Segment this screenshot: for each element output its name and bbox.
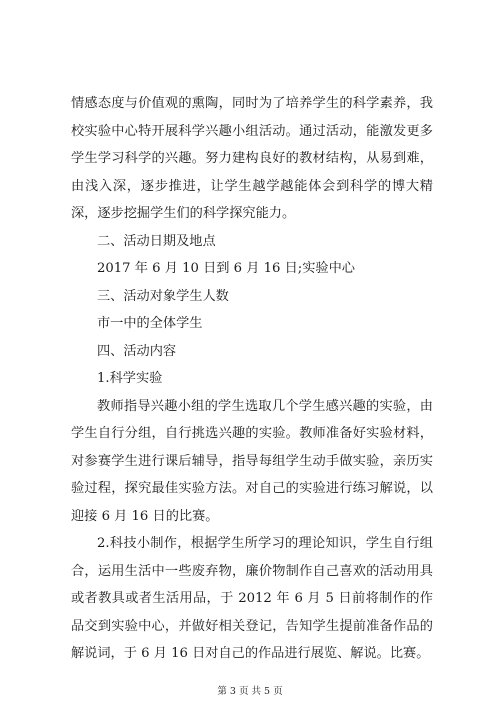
section-heading-date-location: 二、活动日期及地点 — [97, 233, 216, 249]
document-body — [71, 90, 433, 668]
section-heading-content: 四、活动内容 — [97, 343, 177, 359]
experiment-paragraph: 教师指导兴趣小组的学生选取几个学生感兴趣的实验，由学生自行分组，自行挑选兴趣的实验。教师准备好实验材料，对参赛学生进行课后辅导，指导每组学生动手做实验，亲历实验过程，探究最佳实验方法。对自己的实验进行练习解说，以迎接 6 月 16 日的比赛。 — [71, 398, 433, 524]
intro-paragraph: 情感态度与价值观的熏陶，同时为了培养学生的科学素养，我校实验中心特开展科学兴趣小组活动。通过活动，能激发更多学生学习科学的兴趣。努力建构良好的教材结构，从易到难，由浅入深，逐步推进，让学生越学越能体会到科学的博大精深，逐步挖掘学生们的科学探究能力。 — [71, 96, 433, 221]
page-number-footer: 第 3 页 共 5 页 — [217, 686, 283, 697]
participants-text: 市一中的全体学生 — [97, 316, 203, 331]
section-heading-participants: 三、活动对象学生人数 — [97, 288, 229, 304]
date-location-text: 2017 年 6 月 10 日到 6 月 16 日;实验中心 — [97, 261, 355, 276]
handicraft-paragraph: 2.科技小制作，根据学生所学习的理论知识，学生自行组合，运用生活中一些废弃物，廉价物制作自己喜欢的活动用具或者教具或者生活用品，于 2012 年 6 月 5 日前将制作的作品交到实验中心，并做好相关登记，告知学生提前准备作品的解说词，于 6 月 16 日对自己的作品进行展览、解说。比赛。 — [71, 536, 433, 661]
subheading-science-experiment: 1.科学实验 — [97, 371, 163, 386]
